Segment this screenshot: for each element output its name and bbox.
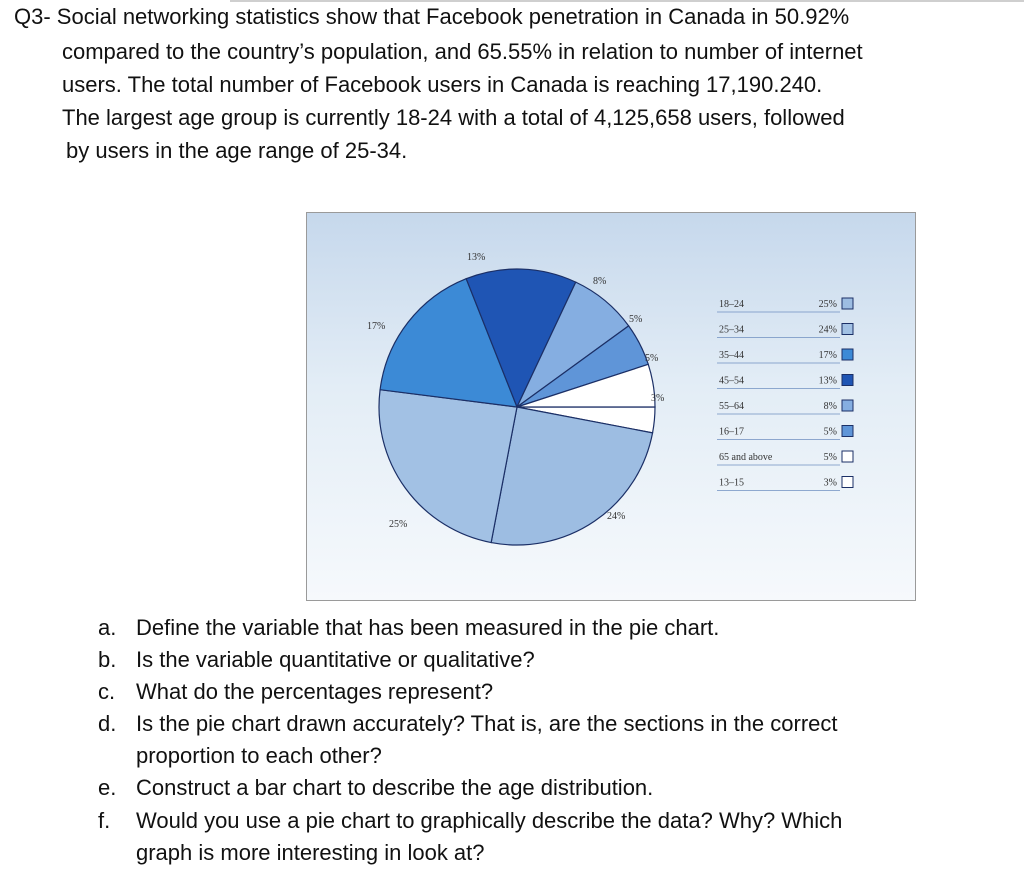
legend-swatch xyxy=(842,375,853,386)
slice-value-label: 5% xyxy=(645,353,659,364)
item-letter: e. xyxy=(98,775,117,800)
legend-label: 55–64 xyxy=(719,401,744,412)
legend-value: 24% xyxy=(818,324,837,336)
legend-value: 13% xyxy=(818,375,837,387)
item-letter: d. xyxy=(98,711,117,736)
legend-item xyxy=(717,375,853,389)
legend-label: 13–15 xyxy=(719,477,744,489)
item-text: Construct a bar chart to describe the age distribution. xyxy=(136,775,654,800)
legend-swatch xyxy=(842,426,853,437)
legend-value: 3% xyxy=(823,477,837,489)
question-line: Q3- Social networking statistics show that Facebook penetration in Canada in 50.92% xyxy=(14,4,850,29)
question-line: compared to the country’s population, and 65.55% in relation to number of internet xyxy=(62,39,863,64)
item-text: Is the pie chart drawn accurately? That is, are the sections in the correct xyxy=(136,711,838,736)
item-letter: c. xyxy=(98,679,116,704)
legend-label: 65 and above xyxy=(719,452,773,463)
legend-label: 45–54 xyxy=(719,375,744,387)
item-text: Would you use a pie chart to graphically describe the data? Why? Which xyxy=(136,808,843,833)
question-line: users. The total number of Facebook users in Canada is reaching 17,190.240. xyxy=(62,72,823,97)
legend-item xyxy=(717,349,853,363)
slice-value-label: 24% xyxy=(607,511,626,522)
pie-slice-2 xyxy=(491,407,652,545)
legend-item xyxy=(717,451,853,465)
item-text: graph is more interesting in look at? xyxy=(136,840,485,865)
slice-value-label: 3% xyxy=(651,393,665,404)
legend-item xyxy=(717,324,853,338)
top-divider xyxy=(230,0,1024,2)
legend-item xyxy=(717,426,853,440)
legend-value: 5% xyxy=(823,452,837,463)
slice-value-label: 8% xyxy=(593,276,607,287)
legend-value: 17% xyxy=(818,350,837,361)
legend-item xyxy=(717,298,853,312)
legend-label: 16–17 xyxy=(719,426,744,438)
item-letter: b. xyxy=(98,647,117,672)
item-text: Define the variable that has been measured in the pie chart. xyxy=(136,615,720,640)
slice-value-label: 25% xyxy=(389,519,408,530)
item-text: Is the variable quantitative or qualitative? xyxy=(136,647,535,672)
legend-value: 5% xyxy=(823,426,837,438)
legend-swatch xyxy=(842,324,853,335)
legend-label: 35–44 xyxy=(719,350,744,361)
question-line: by users in the age range of 25-34. xyxy=(66,138,408,163)
slice-value-label: 5% xyxy=(629,314,643,325)
slice-value-label: 13% xyxy=(467,252,486,263)
pie-chart-figure xyxy=(306,212,916,601)
legend-swatch xyxy=(842,349,853,360)
legend-item xyxy=(717,400,853,414)
legend-swatch xyxy=(842,477,853,488)
legend-swatch xyxy=(842,298,853,309)
item-letter: a. xyxy=(98,615,117,640)
pie-chart xyxy=(307,213,917,602)
legend-label: 25–34 xyxy=(719,324,744,336)
legend-value: 25% xyxy=(818,299,837,310)
item-text: proportion to each other? xyxy=(136,743,382,768)
legend-swatch xyxy=(842,400,853,411)
question-line: The largest age group is currently 18-24 with a total of 4,125,658 users, followed xyxy=(62,105,845,130)
legend-item xyxy=(717,477,853,491)
legend-swatch xyxy=(842,451,853,462)
slice-value-label: 17% xyxy=(367,321,386,332)
legend-value: 8% xyxy=(823,401,837,412)
item-text: What do the percentages represent? xyxy=(136,679,494,704)
legend-label: 18–24 xyxy=(719,299,744,310)
item-letter: f. xyxy=(98,808,111,833)
